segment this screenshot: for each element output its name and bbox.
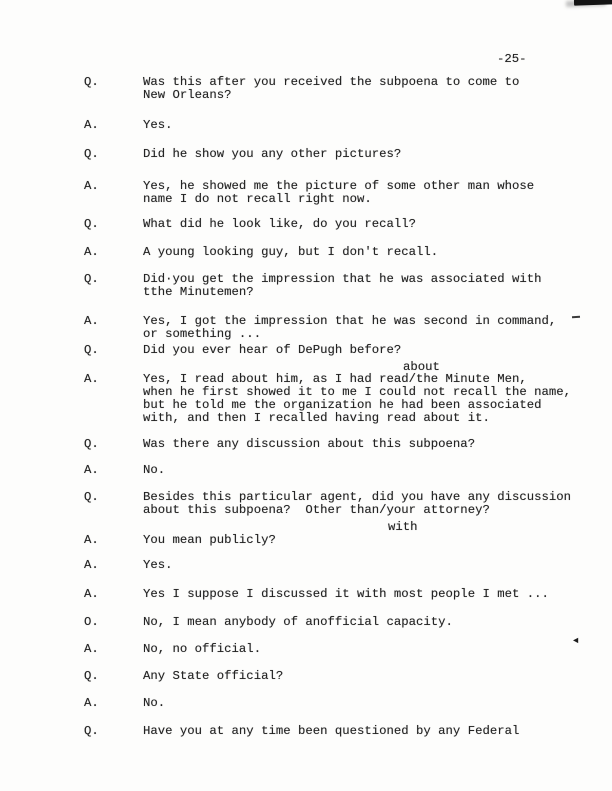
transcript-line: Have you at any time been questioned by any Federal — [143, 724, 520, 738]
transcript-line: Was there any discussion about this subpoena? — [143, 437, 476, 451]
speaker-label: Q. — [84, 147, 99, 161]
speaker-label: A. — [84, 372, 99, 386]
transcript-line: but he told me the organization he had been associated — [143, 398, 542, 412]
transcript-line: Yes. — [143, 118, 173, 132]
transcript-line: Any State official? — [143, 669, 284, 683]
transcript-line: Yes. — [143, 558, 173, 572]
transcript-line: Yes, I read about him, as I had read/the Minute Men, — [143, 372, 527, 386]
scan-artifact-dash-mark — [572, 316, 580, 319]
transcript-line: Besides this particular agent, did you have any discussion — [143, 490, 572, 504]
transcript-line: name I do not recall right now. — [143, 192, 372, 206]
transcript-line: with, and then I recalled having read about it. — [143, 411, 490, 425]
speaker-label: Q. — [84, 724, 99, 738]
transcript-line: No. — [143, 463, 166, 477]
transcript-line: Yes, I got the impression that he was second in command, — [143, 314, 557, 328]
transcript-line: Yes, he showed me the picture of some other man whose — [143, 179, 535, 193]
speaker-label: O. — [84, 615, 99, 629]
speaker-label: A. — [84, 245, 99, 259]
page-number: -25- — [497, 52, 527, 66]
transcript-line: Did you ever hear of DePugh before? — [143, 343, 402, 357]
transcript-line: You mean publicly? — [143, 533, 276, 547]
speaker-label: A. — [84, 179, 99, 193]
scan-artifact-top-right-smudge — [574, 0, 612, 6]
transcript-line: or something ... — [143, 327, 262, 341]
speaker-label: Q. — [84, 669, 99, 683]
speaker-label: Q. — [84, 272, 99, 286]
transcript-line: No. — [143, 696, 166, 710]
speaker-label: Q. — [84, 437, 99, 451]
scan-artifact-arrow-mark: ◄ — [573, 636, 579, 646]
transcript-line: about this subpoena? Other than/your attorney? — [143, 503, 490, 517]
transcript-line: Was this after you received the subpoena to come to — [143, 75, 520, 89]
transcript-line: Did he show you any other pictures? — [143, 147, 402, 161]
speaker-label: A. — [84, 642, 99, 656]
transcript-line: New Orleans? — [143, 88, 232, 102]
transcript-line: What did he look like, do you recall? — [143, 217, 417, 231]
transcript-line: tthe Minutemen? — [143, 285, 254, 299]
speaker-label: Q. — [84, 490, 99, 504]
interlinear-insertion-below: with — [388, 520, 418, 534]
transcript-line: A young looking guy, but I don't recall. — [143, 245, 439, 259]
speaker-label: A. — [84, 558, 99, 572]
speaker-label: A. — [84, 587, 99, 601]
transcript-line: when he first showed it to me I could not recall the name, — [143, 385, 572, 399]
speaker-label: A. — [84, 118, 99, 132]
speaker-label: A. — [84, 314, 99, 328]
transcript-line: No, no official. — [143, 642, 262, 656]
speaker-label: Q. — [84, 75, 99, 89]
transcript-line: No, I mean anybody of anofficial capacity. — [143, 615, 453, 629]
speaker-label: Q. — [84, 217, 99, 231]
speaker-label: Q. — [84, 343, 99, 357]
speaker-label: A. — [84, 696, 99, 710]
speaker-label: A. — [84, 463, 99, 477]
transcript-line: Did·you get the impression that he was associated with — [143, 272, 542, 286]
speaker-label: A. — [84, 533, 99, 547]
transcript-line: Yes I suppose I discussed it with most people I met ... — [143, 587, 549, 601]
interlinear-insertion-above: about — [403, 360, 440, 374]
